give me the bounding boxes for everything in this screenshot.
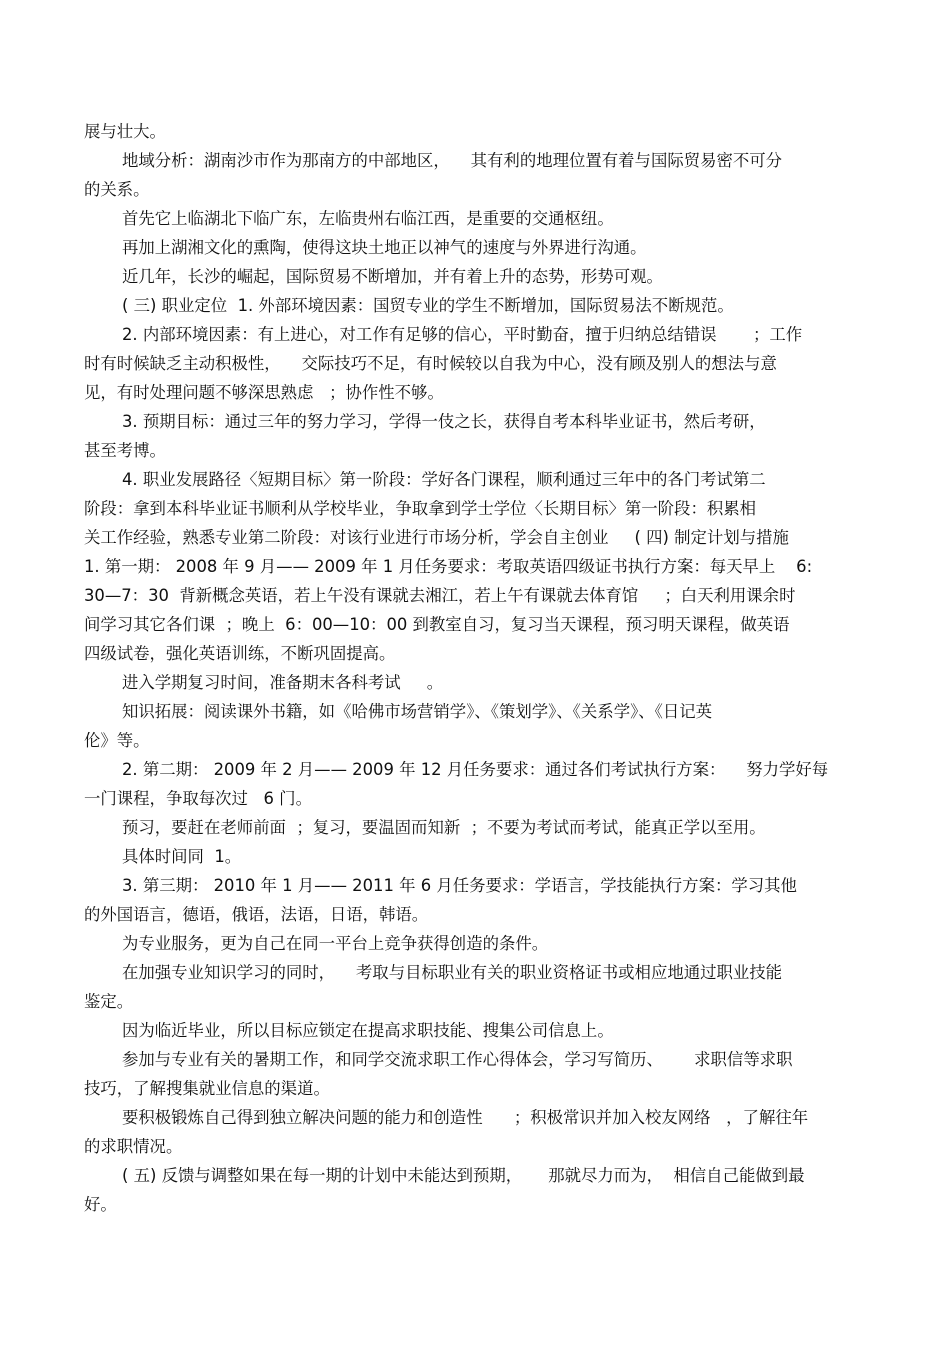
text-line: 知识拓展：阅读课外书籍，如《哈佛市场营销学》、《策划学》、《关系学》、《日记英 xyxy=(122,702,713,721)
text-line: 在加强专业知识学习的同时， 考取与目标职业有关的职业资格证书或相应地通过职业技能 xyxy=(122,963,783,982)
text-line: 再加上湖湘文化的熏陶，使得这块土地正以神气的速度与外界进行沟通。 xyxy=(122,238,647,257)
text-line: 关工作经验，熟悉专业第二阶段：对该行业进行市场分析，学会自主创业 ( 四) 制定计划与措施 xyxy=(84,528,789,547)
text-line: 的外国语言，德语，俄语，法语，日语，韩语。 xyxy=(84,905,429,924)
text-line: 阶段：拿到本科毕业证书顺利从学校毕业，争取拿到学士学位〈长期目标〉第一阶段：积累相 xyxy=(84,499,757,518)
text-line: 4. 职业发展路径〈短期目标〉第一阶段：学好各门课程，顺利通过三年中的各门考试第二 xyxy=(122,470,766,489)
text-line: 的求职情况。 xyxy=(84,1137,183,1156)
document-body xyxy=(84,117,874,1219)
text-line: 见，有时处理问题不够深思熟虑 ；协作性不够。 xyxy=(84,383,444,402)
text-line: ( 五) 反馈与调整如果在每一期的计划中未能达到预期， 那就尽力而为， 相信自己能做到最 xyxy=(122,1166,805,1185)
text-line: 要积极锻炼自己得到独立解决问题的能力和创造性 ；积极常识并加入校友网络 ，了解往年 xyxy=(122,1108,809,1127)
text-line: 的关系。 xyxy=(84,180,150,199)
text-line: 30—7：30 背新概念英语，若上午没有课就去湘江，若上午有课就去体育馆 ；白天利用课余时 xyxy=(84,586,796,605)
text-line: 预习，要赶在老师前面 ；复习，要温固而知新 ；不要为考试而考试，能真正学以至用。 xyxy=(122,818,766,837)
text-line: 1. 第一期： 2008 年 9 月—— 2009 年 1 月任务要求：考取英语四级证书执行方案：每天早上 6: xyxy=(84,557,813,576)
text-line: 展与壮大。 xyxy=(84,122,166,141)
text-line: 具体时间同 1。 xyxy=(122,847,242,866)
text-line: 进入学期复习时间，准备期末各科考试 。 xyxy=(122,673,444,692)
text-line: 鉴定。 xyxy=(84,992,134,1011)
text-line: 伦》等。 xyxy=(84,731,150,750)
text-line: 3. 第三期： 2010 年 1 月—— 2011 年 6 月任务要求：学语言，学技能执行方案：学习其他 xyxy=(122,876,797,895)
text-line: 近几年，长沙的崛起，国际贸易不断增加，并有着上升的态势，形势可观。 xyxy=(122,267,663,286)
text-line: 为专业服务，更为自己在同一平台上竞争获得创造的条件。 xyxy=(122,934,549,953)
text-line: 间学习其它各们课 ；晚上 6：00—10：00 到教室自习，复习当天课程，预习明天课程，做英语 xyxy=(84,615,790,634)
text-line: 2. 第二期： 2009 年 2 月—— 2009 年 12 月任务要求：通过各们考试执行方案： 努力学好每 xyxy=(122,760,829,779)
text-line: ( 三) 职业定位 1. 外部环境因素：国贸专业的学生不断增加，国际贸易法不断规范。 xyxy=(122,296,734,315)
text-line: 一门课程，争取每次过 6 门。 xyxy=(84,789,312,808)
text-line: 首先它上临湖北下临广东，左临贵州右临江西，是重要的交通枢纽。 xyxy=(122,209,614,228)
text-line: 技巧，了解搜集就业信息的渠道。 xyxy=(84,1079,330,1098)
text-line: 参加与专业有关的暑期工作，和同学交流求职工作心得体会，学习写简历、 求职信等求职 xyxy=(122,1050,793,1069)
text-line: 地域分析：湖南沙市作为那南方的中部地区， 其有利的地理位置有着与国际贸易密不可分 xyxy=(122,151,783,170)
text-line: 好。 xyxy=(84,1195,117,1214)
text-line: 时有时候缺乏主动积极性， 交际技巧不足，有时候较以自我为中心，没有顾及别人的想法与意 xyxy=(84,354,777,373)
text-line: 因为临近毕业，所以目标应锁定在提高求职技能、搜集公司信息上。 xyxy=(122,1021,614,1040)
text-line: 四级试卷，强化英语训练，不断巩固提高。 xyxy=(84,644,396,663)
text-line: 2. 内部环境因素：有上进心，对工作有足够的信心，平时勤奋，擅于归纳总结错误 ；工作 xyxy=(122,325,803,344)
text-line: 3. 预期目标：通过三年的努力学习，学得一伎之长，获得自考本科毕业证书，然后考研， xyxy=(122,412,766,431)
text-line: 甚至考博。 xyxy=(84,441,166,460)
